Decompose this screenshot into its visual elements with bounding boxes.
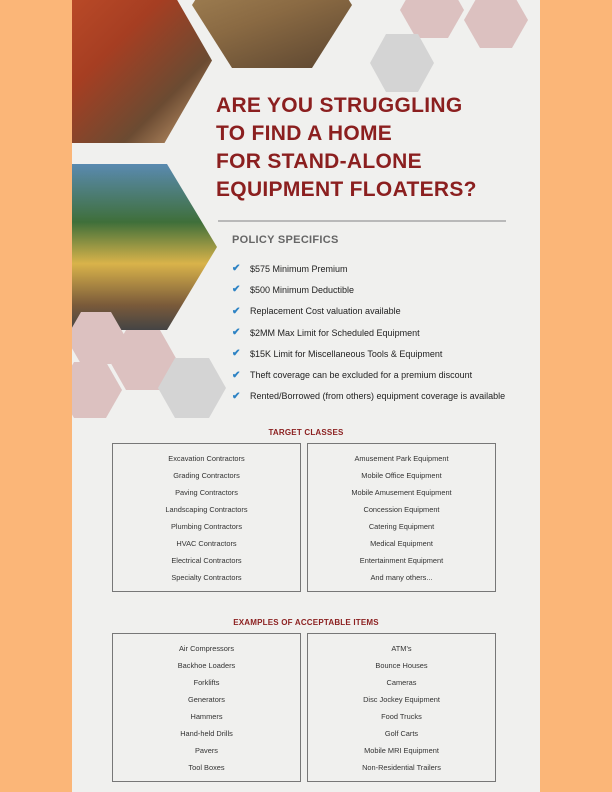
policy-item-text: $15K Limit for Miscellaneous Tools & Equipment bbox=[250, 348, 443, 359]
decorative-hex-rose-1 bbox=[400, 0, 464, 38]
headline-line: TO FIND A HOME bbox=[216, 122, 393, 145]
list-item: Hammers bbox=[190, 712, 223, 721]
list-item: Pavers bbox=[194, 746, 218, 755]
policy-item-text: $500 Minimum Deductible bbox=[250, 284, 355, 295]
policy-item-text: Rented/Borrowed (from others) equipment coverage is available bbox=[250, 391, 506, 402]
list-item: Mobile Office Equipment bbox=[361, 471, 442, 480]
policy-heading: POLICY SPECIFICS bbox=[232, 234, 339, 246]
list-item: Golf Carts bbox=[384, 729, 419, 738]
policy-item bbox=[232, 386, 505, 407]
list-item: Mobile MRI Equipment bbox=[364, 746, 439, 755]
policy-item bbox=[232, 322, 505, 343]
policy-item bbox=[232, 279, 505, 300]
policy-item bbox=[232, 258, 505, 279]
target-classes-left-box bbox=[112, 443, 301, 592]
list-item: Hand-held Drills bbox=[180, 729, 233, 738]
acceptable-items-left-box bbox=[112, 633, 301, 782]
target-classes-right-box bbox=[307, 443, 496, 592]
policy-item-text: Theft coverage can be excluded for a premium discount bbox=[250, 370, 473, 381]
checkmark-icon: ✔ bbox=[232, 369, 241, 381]
policy-item bbox=[232, 343, 505, 364]
list-item: Excavation Contractors bbox=[168, 454, 245, 463]
list-item: Cameras bbox=[386, 678, 417, 687]
list-item: HVAC Contractors bbox=[176, 539, 237, 548]
list-item: Electrical Contractors bbox=[171, 556, 242, 565]
list-item: Medical Equipment bbox=[370, 539, 433, 548]
list-item: Non-Residential Trailers bbox=[362, 763, 441, 772]
list-item: ATM's bbox=[391, 644, 412, 653]
list-item: Food Trucks bbox=[381, 712, 422, 721]
checkmark-icon: ✔ bbox=[232, 348, 241, 360]
list-item: Mobile Amusement Equipment bbox=[351, 488, 452, 497]
toolbox-photo-hex bbox=[72, 0, 212, 143]
food-truck-photo-hex bbox=[72, 164, 217, 330]
list-item: Catering Equipment bbox=[368, 522, 435, 531]
acceptable-items-title: EXAMPLES OF ACCEPTABLE ITEMS bbox=[233, 618, 379, 627]
policy-item-text: $575 Minimum Premium bbox=[250, 263, 348, 274]
policy-item bbox=[232, 364, 505, 385]
checkmark-icon: ✔ bbox=[232, 390, 241, 402]
list-item: Amusement Park Equipment bbox=[354, 454, 449, 463]
headline-line: ARE YOU STRUGGLING bbox=[216, 94, 463, 117]
acceptable-items-right-box bbox=[307, 633, 496, 782]
list-item: Grading Contractors bbox=[173, 471, 240, 480]
checkmark-icon: ✔ bbox=[232, 305, 241, 317]
policy-list bbox=[232, 258, 505, 407]
checkmark-icon: ✔ bbox=[232, 327, 241, 339]
decorative-hex-rose-5 bbox=[72, 362, 122, 418]
list-item: Generators bbox=[188, 695, 225, 704]
list-item: Concession Equipment bbox=[363, 505, 440, 514]
headline-line: EQUIPMENT FLOATERS? bbox=[216, 178, 477, 201]
target-classes-title: TARGET CLASSES bbox=[268, 428, 344, 437]
list-item: Backhoe Loaders bbox=[177, 661, 236, 670]
checkmark-icon: ✔ bbox=[232, 263, 241, 275]
divider bbox=[218, 220, 506, 222]
decorative-hex-rose-2 bbox=[464, 0, 528, 48]
policy-item bbox=[232, 301, 505, 322]
list-item: Entertainment Equipment bbox=[359, 556, 444, 565]
checkmark-icon: ✔ bbox=[232, 284, 241, 296]
list-item: Paving Contractors bbox=[175, 488, 238, 497]
list-item: Tool Boxes bbox=[188, 763, 225, 772]
excavator-photo-hex bbox=[192, 0, 352, 68]
list-item: Air Compressors bbox=[178, 644, 235, 653]
policy-item-text: $2MM Max Limit for Scheduled Equipment bbox=[250, 327, 420, 338]
list-item: Disc Jockey Equipment bbox=[363, 695, 440, 704]
list-item: Plumbing Contractors bbox=[170, 522, 243, 531]
policy-item-text: Replacement Cost valuation available bbox=[250, 306, 401, 317]
headline-line: FOR STAND-ALONE bbox=[216, 150, 422, 173]
decorative-hex-gray-1 bbox=[370, 34, 434, 92]
list-item: And many others... bbox=[370, 573, 433, 582]
list-item: Forklifts bbox=[193, 678, 220, 687]
flyer-page bbox=[72, 0, 540, 792]
list-item: Landscaping Contractors bbox=[165, 505, 248, 514]
list-item: Bounce Houses bbox=[375, 661, 428, 670]
headline bbox=[216, 92, 516, 204]
list-item: Specialty Contractors bbox=[171, 573, 242, 582]
